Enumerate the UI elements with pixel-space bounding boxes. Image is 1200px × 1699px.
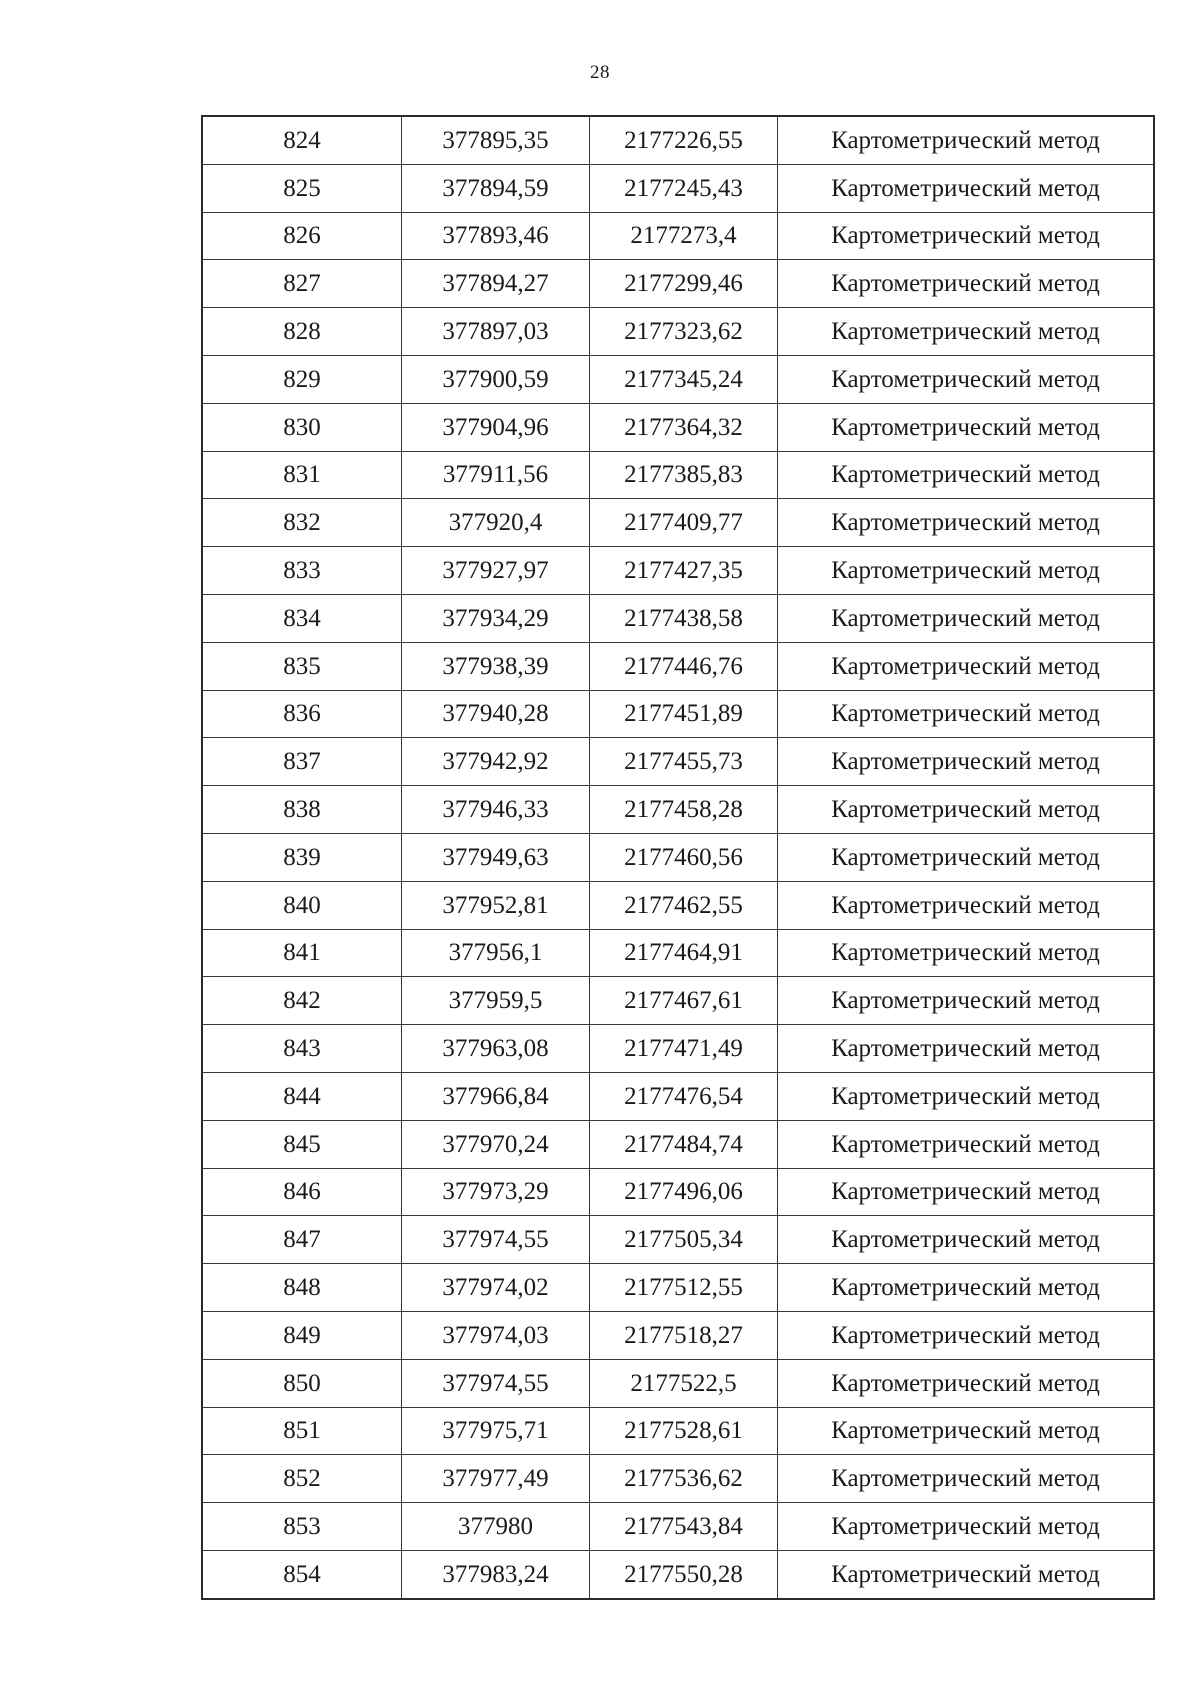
x-coordinate-cell: 377894,59 — [402, 164, 590, 212]
table-row — [202, 833, 1154, 881]
method-cell: Картометрический метод — [778, 929, 1155, 977]
method-cell: Картометрический метод — [778, 1359, 1155, 1407]
point-number-cell: 846 — [202, 1168, 402, 1216]
x-coordinate-cell: 377974,02 — [402, 1264, 590, 1312]
point-number-cell: 844 — [202, 1072, 402, 1120]
x-coordinate-cell: 377893,46 — [402, 212, 590, 260]
table-row — [202, 1264, 1154, 1312]
table-row — [202, 977, 1154, 1025]
x-coordinate-cell: 377973,29 — [402, 1168, 590, 1216]
method-cell: Картометрический метод — [778, 164, 1155, 212]
method-cell: Картометрический метод — [778, 547, 1155, 595]
point-number-cell: 839 — [202, 833, 402, 881]
method-cell: Картометрический метод — [778, 690, 1155, 738]
table-row — [202, 260, 1154, 308]
y-coordinate-cell: 2177273,4 — [590, 212, 778, 260]
method-cell: Картометрический метод — [778, 1550, 1155, 1598]
point-number-cell: 854 — [202, 1550, 402, 1598]
table-row — [202, 451, 1154, 499]
table-row — [202, 212, 1154, 260]
point-number-cell: 829 — [202, 355, 402, 403]
x-coordinate-cell: 377894,27 — [402, 260, 590, 308]
x-coordinate-cell: 377949,63 — [402, 833, 590, 881]
point-number-cell: 853 — [202, 1503, 402, 1551]
point-number-cell: 824 — [202, 116, 402, 164]
y-coordinate-cell: 2177427,35 — [590, 547, 778, 595]
x-coordinate-cell: 377977,49 — [402, 1455, 590, 1503]
table-row — [202, 1168, 1154, 1216]
x-coordinate-cell: 377942,92 — [402, 738, 590, 786]
point-number-cell: 851 — [202, 1407, 402, 1455]
table-row — [202, 738, 1154, 786]
point-number-cell: 845 — [202, 1120, 402, 1168]
y-coordinate-cell: 2177536,62 — [590, 1455, 778, 1503]
table-row — [202, 881, 1154, 929]
point-number-cell: 837 — [202, 738, 402, 786]
x-coordinate-cell: 377904,96 — [402, 403, 590, 451]
method-cell: Картометрический метод — [778, 977, 1155, 1025]
point-number-cell: 834 — [202, 594, 402, 642]
point-number-cell: 842 — [202, 977, 402, 1025]
coordinates-table — [201, 115, 1155, 1600]
y-coordinate-cell: 2177446,76 — [590, 642, 778, 690]
y-coordinate-cell: 2177245,43 — [590, 164, 778, 212]
table-row — [202, 1216, 1154, 1264]
x-coordinate-cell: 377963,08 — [402, 1025, 590, 1073]
method-cell: Картометрический метод — [778, 594, 1155, 642]
table-row — [202, 642, 1154, 690]
x-coordinate-cell: 377974,03 — [402, 1311, 590, 1359]
method-cell: Картометрический метод — [778, 260, 1155, 308]
point-number-cell: 832 — [202, 499, 402, 547]
table-row — [202, 1455, 1154, 1503]
y-coordinate-cell: 2177484,74 — [590, 1120, 778, 1168]
point-number-cell: 826 — [202, 212, 402, 260]
method-cell: Картометрический метод — [778, 1120, 1155, 1168]
table-row — [202, 1407, 1154, 1455]
method-cell: Картометрический метод — [778, 1168, 1155, 1216]
table-row — [202, 403, 1154, 451]
table-row — [202, 690, 1154, 738]
table-row — [202, 308, 1154, 356]
table-row — [202, 594, 1154, 642]
method-cell: Картометрический метод — [778, 738, 1155, 786]
y-coordinate-cell: 2177451,89 — [590, 690, 778, 738]
y-coordinate-cell: 2177385,83 — [590, 451, 778, 499]
table-row — [202, 929, 1154, 977]
point-number-cell: 841 — [202, 929, 402, 977]
point-number-cell: 847 — [202, 1216, 402, 1264]
x-coordinate-cell: 377940,28 — [402, 690, 590, 738]
y-coordinate-cell: 2177505,34 — [590, 1216, 778, 1264]
x-coordinate-cell: 377966,84 — [402, 1072, 590, 1120]
method-cell: Картометрический метод — [778, 1503, 1155, 1551]
y-coordinate-cell: 2177496,06 — [590, 1168, 778, 1216]
x-coordinate-cell: 377952,81 — [402, 881, 590, 929]
x-coordinate-cell: 377956,1 — [402, 929, 590, 977]
table-row — [202, 1120, 1154, 1168]
point-number-cell: 850 — [202, 1359, 402, 1407]
y-coordinate-cell: 2177409,77 — [590, 499, 778, 547]
x-coordinate-cell: 377980 — [402, 1503, 590, 1551]
method-cell: Картометрический метод — [778, 1455, 1155, 1503]
method-cell: Картометрический метод — [778, 642, 1155, 690]
x-coordinate-cell: 377946,33 — [402, 786, 590, 834]
y-coordinate-cell: 2177364,32 — [590, 403, 778, 451]
method-cell: Картометрический метод — [778, 116, 1155, 164]
y-coordinate-cell: 2177299,46 — [590, 260, 778, 308]
point-number-cell: 833 — [202, 547, 402, 595]
x-coordinate-cell: 377975,71 — [402, 1407, 590, 1455]
table-row — [202, 1072, 1154, 1120]
point-number-cell: 848 — [202, 1264, 402, 1312]
y-coordinate-cell: 2177543,84 — [590, 1503, 778, 1551]
method-cell: Картометрический метод — [778, 403, 1155, 451]
y-coordinate-cell: 2177467,61 — [590, 977, 778, 1025]
point-number-cell: 827 — [202, 260, 402, 308]
y-coordinate-cell: 2177464,91 — [590, 929, 778, 977]
table-row — [202, 1359, 1154, 1407]
method-cell: Картометрический метод — [778, 881, 1155, 929]
point-number-cell: 843 — [202, 1025, 402, 1073]
x-coordinate-cell: 377897,03 — [402, 308, 590, 356]
point-number-cell: 852 — [202, 1455, 402, 1503]
y-coordinate-cell: 2177345,24 — [590, 355, 778, 403]
point-number-cell: 830 — [202, 403, 402, 451]
table-row — [202, 164, 1154, 212]
table-row — [202, 1503, 1154, 1551]
page-number: 28 — [590, 62, 610, 83]
method-cell: Картометрический метод — [778, 786, 1155, 834]
table-row — [202, 355, 1154, 403]
y-coordinate-cell: 2177226,55 — [590, 116, 778, 164]
table-row — [202, 1550, 1154, 1598]
method-cell: Картометрический метод — [778, 451, 1155, 499]
point-number-cell: 835 — [202, 642, 402, 690]
y-coordinate-cell: 2177476,54 — [590, 1072, 778, 1120]
method-cell: Картометрический метод — [778, 1264, 1155, 1312]
x-coordinate-cell: 377934,29 — [402, 594, 590, 642]
y-coordinate-cell: 2177460,56 — [590, 833, 778, 881]
x-coordinate-cell: 377895,35 — [402, 116, 590, 164]
point-number-cell: 831 — [202, 451, 402, 499]
method-cell: Картометрический метод — [778, 833, 1155, 881]
x-coordinate-cell: 377927,97 — [402, 547, 590, 595]
table-body — [202, 116, 1154, 1599]
x-coordinate-cell: 377983,24 — [402, 1550, 590, 1598]
y-coordinate-cell: 2177471,49 — [590, 1025, 778, 1073]
x-coordinate-cell: 377970,24 — [402, 1120, 590, 1168]
method-cell: Картометрический метод — [778, 212, 1155, 260]
method-cell: Картометрический метод — [778, 1025, 1155, 1073]
point-number-cell: 828 — [202, 308, 402, 356]
table-row — [202, 547, 1154, 595]
table-row — [202, 1025, 1154, 1073]
y-coordinate-cell: 2177518,27 — [590, 1311, 778, 1359]
y-coordinate-cell: 2177522,5 — [590, 1359, 778, 1407]
point-number-cell: 849 — [202, 1311, 402, 1359]
y-coordinate-cell: 2177323,62 — [590, 308, 778, 356]
method-cell: Картометрический метод — [778, 355, 1155, 403]
x-coordinate-cell: 377974,55 — [402, 1359, 590, 1407]
table-row — [202, 116, 1154, 164]
point-number-cell: 840 — [202, 881, 402, 929]
y-coordinate-cell: 2177438,58 — [590, 594, 778, 642]
table-row — [202, 499, 1154, 547]
x-coordinate-cell: 377974,55 — [402, 1216, 590, 1264]
table-row — [202, 786, 1154, 834]
x-coordinate-cell: 377938,39 — [402, 642, 590, 690]
method-cell: Картометрический метод — [778, 308, 1155, 356]
y-coordinate-cell: 2177528,61 — [590, 1407, 778, 1455]
x-coordinate-cell: 377900,59 — [402, 355, 590, 403]
x-coordinate-cell: 377920,4 — [402, 499, 590, 547]
method-cell: Картометрический метод — [778, 499, 1155, 547]
point-number-cell: 838 — [202, 786, 402, 834]
point-number-cell: 836 — [202, 690, 402, 738]
y-coordinate-cell: 2177462,55 — [590, 881, 778, 929]
y-coordinate-cell: 2177455,73 — [590, 738, 778, 786]
method-cell: Картометрический метод — [778, 1407, 1155, 1455]
method-cell: Картометрический метод — [778, 1311, 1155, 1359]
y-coordinate-cell: 2177550,28 — [590, 1550, 778, 1598]
table-row — [202, 1311, 1154, 1359]
y-coordinate-cell: 2177512,55 — [590, 1264, 778, 1312]
method-cell: Картометрический метод — [778, 1072, 1155, 1120]
y-coordinate-cell: 2177458,28 — [590, 786, 778, 834]
method-cell: Картометрический метод — [778, 1216, 1155, 1264]
x-coordinate-cell: 377911,56 — [402, 451, 590, 499]
x-coordinate-cell: 377959,5 — [402, 977, 590, 1025]
point-number-cell: 825 — [202, 164, 402, 212]
